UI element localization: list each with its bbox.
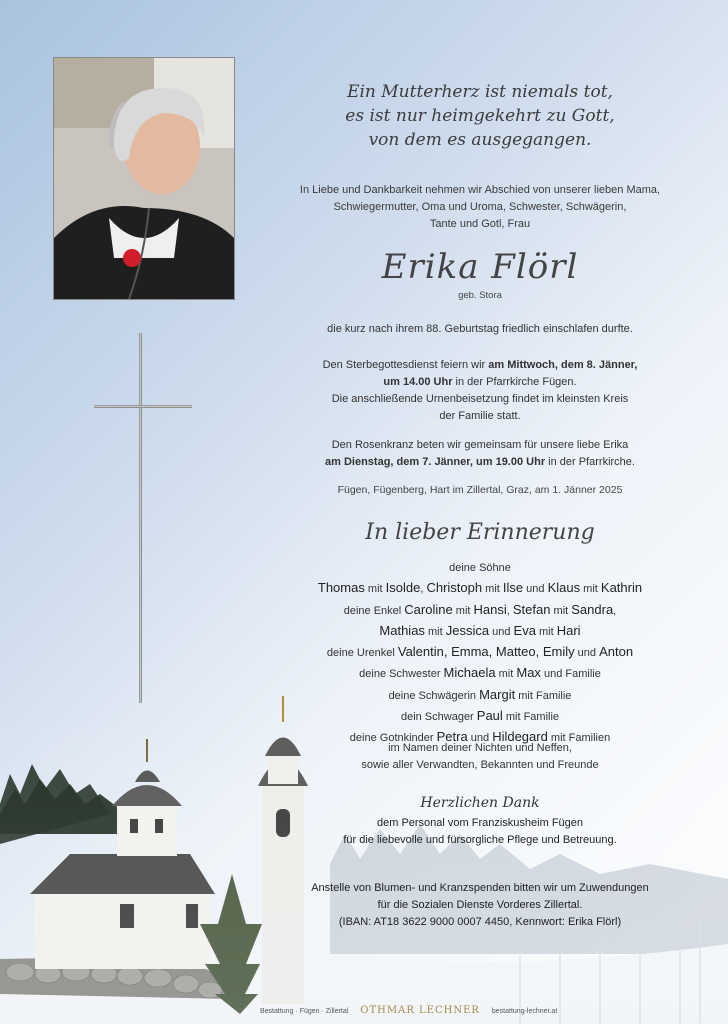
- rosary-info: [250, 437, 710, 471]
- donation-text: [250, 880, 710, 931]
- motto-line: Ein Mutterherz ist niemals tot,: [347, 82, 613, 102]
- brother-in-law-line: dein Schwager Paul mit Familie: [400, 708, 560, 724]
- rosary-text: Den Rosenkranz beten wir gemeinsam für unsere liebe Erika: [331, 439, 629, 451]
- intro-line: Tante und Gotl, Frau: [429, 218, 531, 230]
- funeral-text: Den Sterbegottesdienst feiern wir: [322, 359, 489, 371]
- footer-left: Bestattung · Fügen · Zillertal: [260, 1008, 349, 1015]
- portrait-photo: [54, 58, 234, 299]
- thanks-title: Herzlichen Dank: [420, 795, 540, 811]
- sister-line: deine Schwester Michaela mit Max und Familie: [359, 665, 601, 681]
- great-grandchildren-line: deine Urenkel Valentin, Emma, Matteo, Emily und Anton: [326, 644, 634, 660]
- cross-icon: [139, 333, 142, 703]
- burial-text: Die anschließende Urnenbeisetzung findet im kleinsten Kreis: [331, 393, 629, 405]
- relatives-line: sowie aller Verwandten, Bekannten und Freunde: [361, 759, 599, 771]
- footer-right: bestattung-lechner.at: [491, 1008, 558, 1015]
- burial-text-2: der Familie statt.: [439, 410, 521, 422]
- funeral-date: am Mittwoch, dem 8. Jänner,: [488, 359, 638, 371]
- sister-in-law-line: deine Schwägerin Margit mit Familie: [388, 686, 572, 702]
- thanks-line: dem Personal vom Franziskusheim Fügen: [376, 817, 584, 829]
- footer: [260, 1005, 728, 1016]
- thanks-text: [250, 815, 710, 849]
- rosary-place: in der Pfarrkirche.: [545, 456, 635, 468]
- funeral-place: in der Pfarrkirche Fügen.: [452, 376, 577, 388]
- family-list: [250, 559, 710, 749]
- sons-label: deine Söhne: [449, 562, 511, 574]
- sons-line: Thomas mit Isolde, Christoph mit Ilse und Klaus mit Kathrin: [317, 580, 643, 596]
- thanks-line: für die liebevolle und fürsorgliche Pflege und Betreuung.: [343, 834, 617, 846]
- intro-line: In Liebe und Dankbarkeit nehmen wir Abschied von unserer lieben Mama,: [299, 184, 661, 196]
- motto-line: es ist nur heimgekehrt zu Gott,: [345, 106, 615, 126]
- funeral-time: um 14.00 Uhr: [383, 376, 453, 388]
- funeral-home-logo: OTHMAR LECHNER: [360, 1005, 480, 1016]
- motto-line: von dem es ausgegangen.: [368, 130, 592, 150]
- intro-line: Schwiegermutter, Oma und Uroma, Schwester, Schwägerin,: [333, 201, 627, 213]
- donation-line: für die Sozialen Dienste Vorderes Zillertal.: [377, 899, 583, 911]
- motto-verse: [250, 80, 710, 152]
- birth-name: geb. Stora: [458, 290, 502, 301]
- grandchildren-line: deine Enkel Caroline mit Hansi, Stefan mit Sandra,: [343, 601, 617, 617]
- memory-title: In lieber Erinnerung: [365, 520, 595, 545]
- funeral-info: [250, 357, 710, 425]
- relatives-text: [250, 740, 710, 774]
- passing-text: die kurz nach ihrem 88. Geburtstag friedlich einschlafen durfte.: [327, 323, 633, 335]
- donation-line: (IBAN: AT18 3622 9000 0007 4450, Kennwort: Erika Flörl): [338, 916, 622, 928]
- intro-text: [250, 182, 710, 233]
- donation-line: Anstelle von Blumen- und Kranzspenden bitten wir um Zuwendungen: [311, 882, 649, 894]
- rosary-date: am Dienstag, dem 7. Jänner, um 19.00 Uhr: [325, 456, 546, 468]
- grandchildren-line-2: Mathias mit Jessica und Eva mit Hari: [379, 622, 581, 638]
- place-date: Fügen, Fügenberg, Hart im Zillertal, Graz, am 1. Jänner 2025: [337, 484, 623, 496]
- deceased-name: Erika Flörl: [381, 247, 579, 287]
- relatives-line: im Namen deiner Nichten und Neffen,: [388, 742, 572, 754]
- cross-icon-bar: [94, 405, 192, 408]
- godchildren-line: deine Gotnkinder Petra und Hildegard mit Familien: [349, 729, 611, 745]
